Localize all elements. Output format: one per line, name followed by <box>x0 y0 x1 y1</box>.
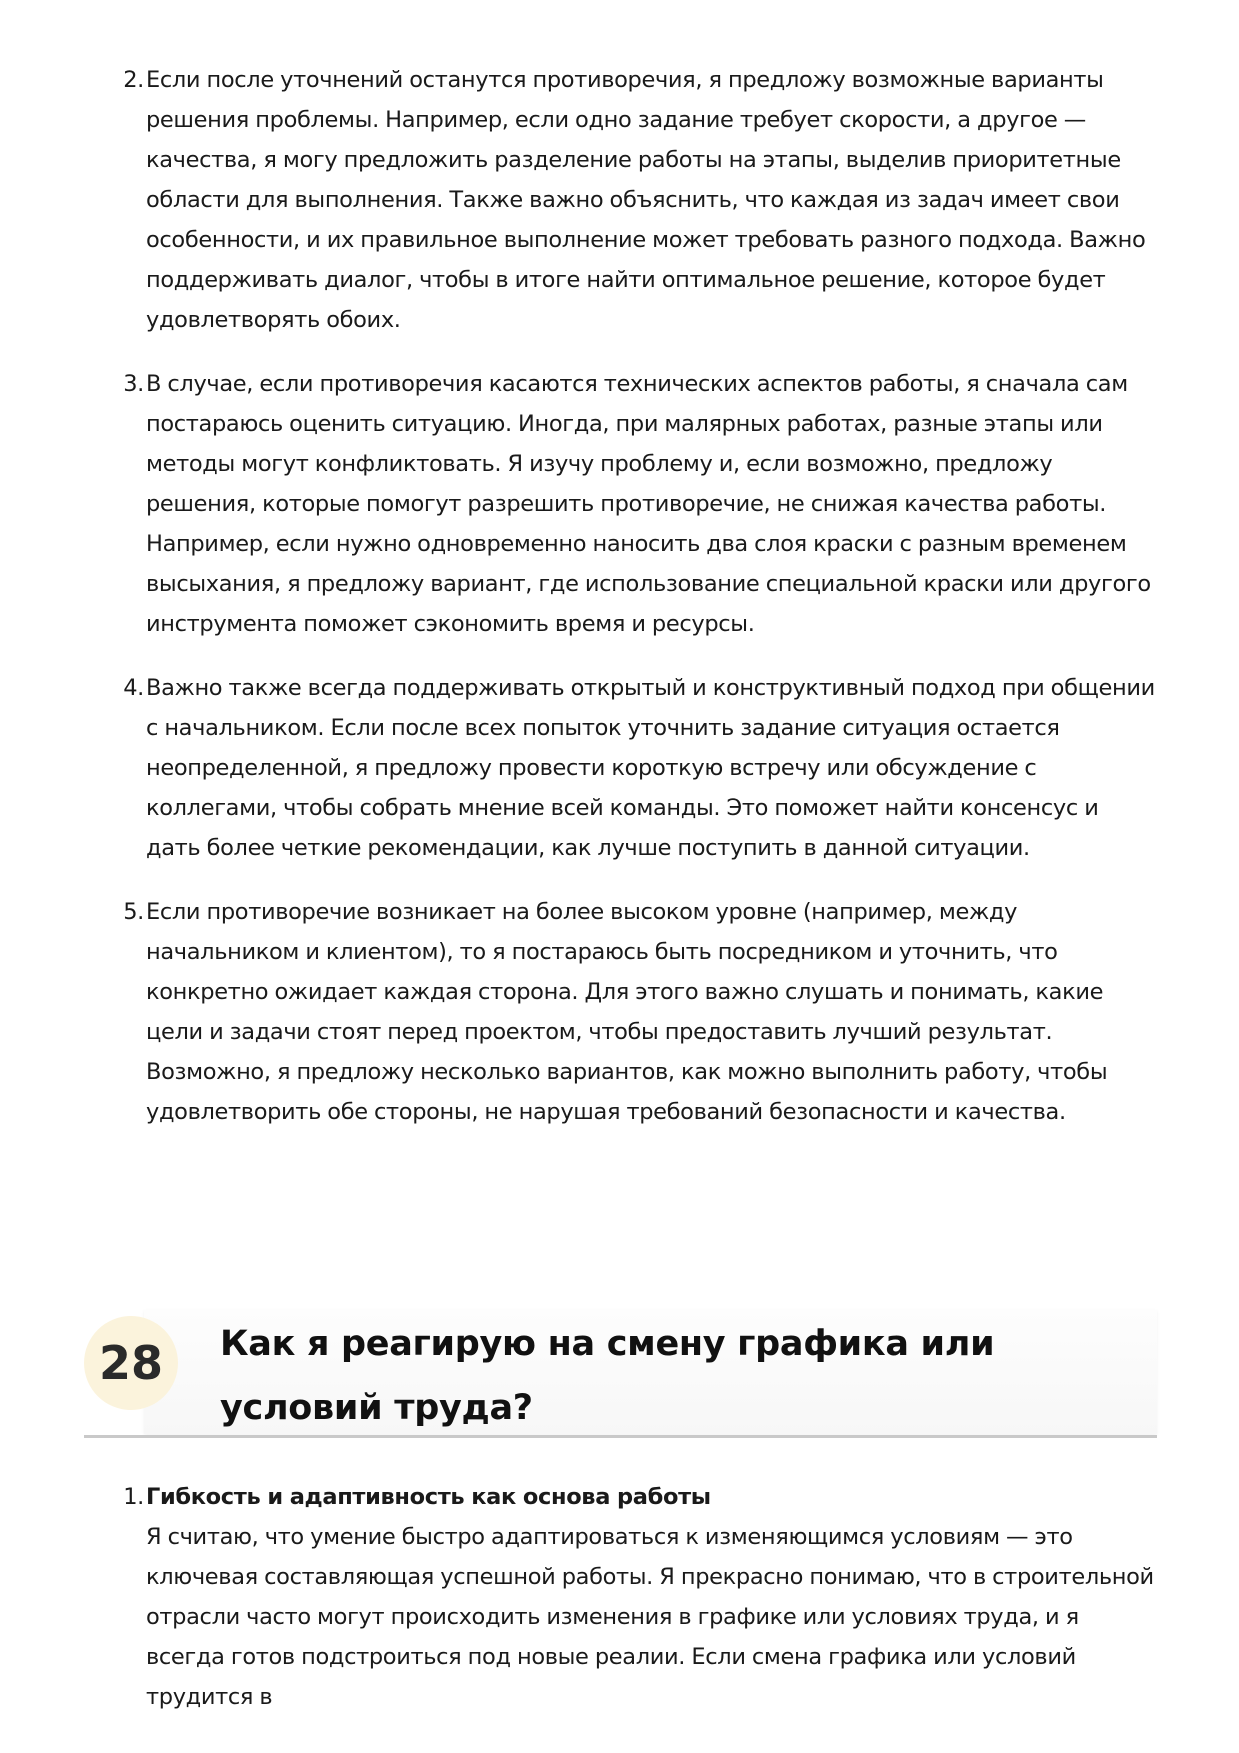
list-item <box>123 60 1156 340</box>
list-item <box>123 364 1156 644</box>
list-item-heading: Гибкость и адаптивность как основа работы <box>146 1484 711 1510</box>
section-number-badge: 28 <box>84 1316 178 1410</box>
list-item <box>123 892 1156 1132</box>
list-item-number: 1. <box>123 1484 144 1510</box>
list-item-number: 3. <box>123 371 144 397</box>
list-item-number: 2. <box>123 67 144 93</box>
list-item-text: В случае, если противоречия касаются технических аспектов работы, я сначала сам постараюсь оценить ситуацию. Иногда, при малярных работах, разные этапы или методы могут конфликтовать. Я изучу проблему и, если возможно, предложу решения, которые помогут разрешить противоречие, не снижая качества работы. Например, если нужно одновременно наносить два слоя краски с разным временем высыхания, я предложу вариант, где использование специальной краски или другого инструмента поможет сэкономить время и ресурсы. <box>146 371 1151 637</box>
list-item-text: Если после уточнений останутся противоречия, я предложу возможные варианты решения проблемы. Например, если одно задание требует скорости, а другое — качества, я могу предложить разделение работы на этапы, выделив приоритетные области для выполнения. Также важно объяснить, что каждая из задач имеет свои особенности, и их правильное выполнение может требовать разного подхода. Важно поддерживать диалог, чтобы в итоге найти оптимальное решение, которое будет удовлетворять обоих. <box>146 67 1146 333</box>
list-item-number: 4. <box>123 675 144 701</box>
numbered-list-top <box>123 60 1156 1132</box>
list-item-text: Важно также всегда поддерживать открытый и конструктивный подход при общении с начальником. Если после всех попыток уточнить задание ситуация остается неопределенной, я предложу провести короткую встречу или обсуждение с коллегами, чтобы собрать мнение всей команды. Это поможет найти консенсус и дать более четкие рекомендации, как лучше поступить в данной ситуации. <box>146 675 1155 861</box>
section-title: Как я реагирую на смену графика или условий труда? <box>220 1324 995 1428</box>
list-item-number: 5. <box>123 899 144 925</box>
list-item-text: Я считаю, что умение быстро адаптироваться к изменяющимся условиям — это ключевая составляющая успешной работы. Я прекрасно понимаю, что в строительной отрасли часто могут происходить изменения в графике или условиях труда, и я всегда готов подстроиться под новые реалии. Если смена графика или условий трудится в <box>146 1524 1154 1710</box>
list-item <box>123 1477 1156 1717</box>
section-header <box>84 1300 1157 1438</box>
numbered-list-bottom <box>123 1477 1156 1717</box>
list-item <box>123 668 1156 868</box>
list-item-text: Если противоречие возникает на более высоком уровне (например, между начальником и клиентом), то я постараюсь быть посредником и уточнить, что конкретно ожидает каждая сторона. Для этого важно слушать и понимать, какие цели и задачи стоят перед проектом, чтобы предоставить лучший результат. Возможно, я предложу несколько вариантов, как можно выполнить работу, чтобы удовлетворить обе стороны, не нарушая требований безопасности и качества. <box>146 899 1108 1125</box>
